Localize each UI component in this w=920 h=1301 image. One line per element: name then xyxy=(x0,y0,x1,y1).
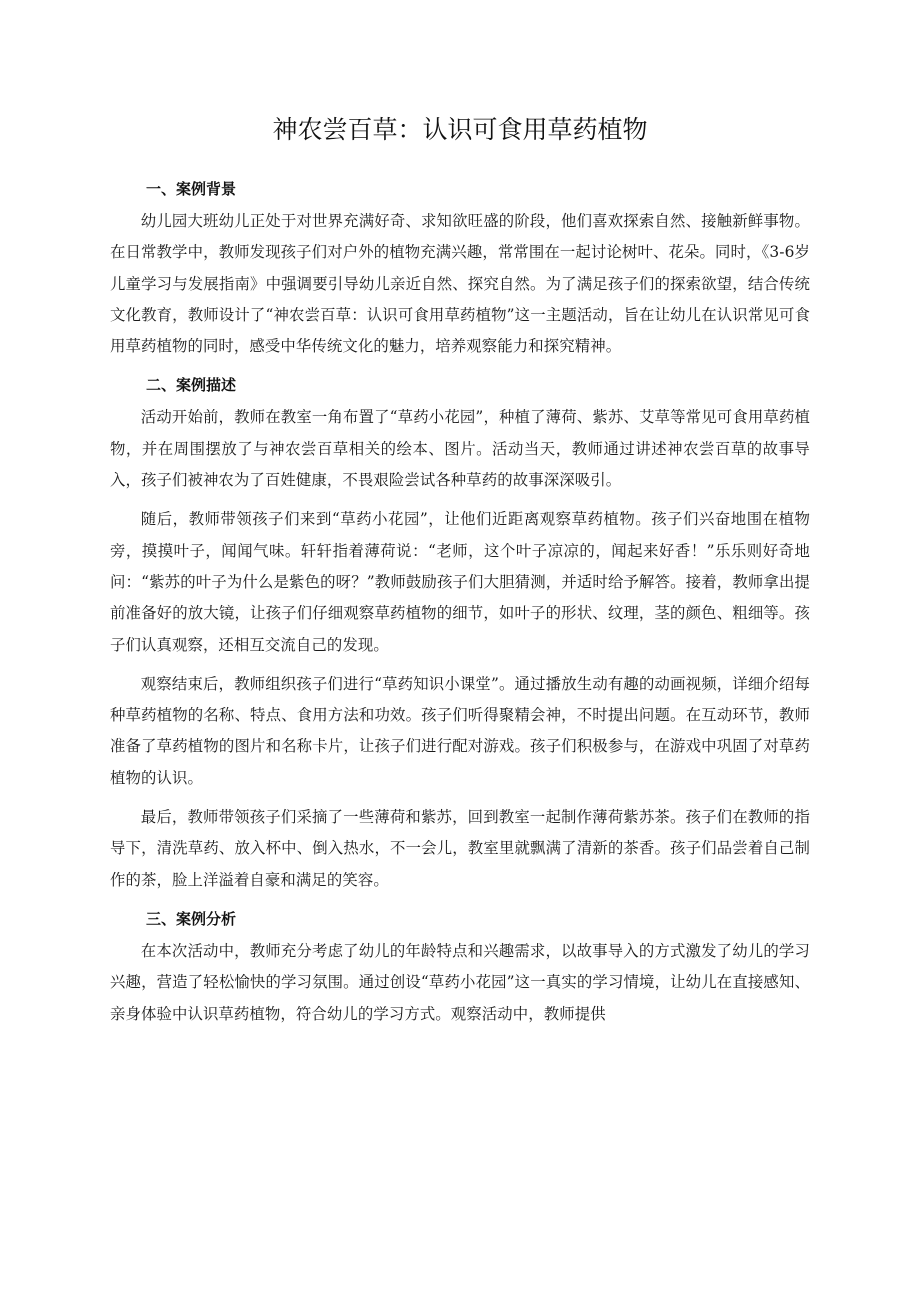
paragraph: 幼儿园大班幼儿正处于对世界充满好奇、求知欲旺盛的阶段，他们喜欢探索自然、接触新鲜事物。在日常教学中，教师发现孩子们对户外的植物充满兴趣，常常围在一起讨论树叶、花朵。同时，《3-6岁儿童学习与发展指南》中强调要引导幼儿亲近自然、探究自然。为了满足孩子们的探索欲望，结合传统文化教育，教师设计了“神农尝百草：认识可食用草药植物”这一主题活动，旨在让幼儿在认识常见可食用草药植物的同时，感受中华传统文化的魅力，培养观察能力和探究精神。 xyxy=(110,212,810,356)
paragraph: 随后，教师带领孩子们来到“草药小花园”，让他们近距离观察草药植物。孩子们兴奋地围在植物旁，摸摸叶子，闻闻气味。轩轩指着薄荷说：“老师，这个叶子凉凉的，闻起来好香！”乐乐则好奇地问：“紫苏的叶子为什么是紫色的呀？”教师鼓励孩子们大胆猜测，并适时给予解答。接着，教师拿出提前准备好的放大镜，让孩子们仔细观察草药植物的细节，如叶子的形状、纹理，茎的颜色、粗细等。孩子们认真观察，还相互交流自己的发现。 xyxy=(110,510,810,654)
section-heading-analysis: 三、案例分析 xyxy=(146,909,237,928)
paragraph: 在本次活动中，教师充分考虑了幼儿的年龄特点和兴趣需求，以故事导入的方式激发了幼儿的学习兴趣，营造了轻松愉快的学习氛围。通过创设“草药小花园”这一真实的学习情境，让幼儿在直接感知、亲身体验中认识草药植物，符合幼儿的学习方式。观察活动中，教师提供 xyxy=(110,941,810,1023)
section-heading-description: 二、案例描述 xyxy=(146,376,237,395)
paragraph: 最后，教师带领孩子们采摘了一些薄荷和紫苏，回到教室一起制作薄荷紫苏茶。孩子们在教师的指导下，清洗草药、放入杯中、倒入热水，不一会儿，教室里就飘满了清新的茶香。孩子们品尝着自己制作的茶，脸上洋溢着自豪和满足的笑容。 xyxy=(110,808,810,889)
paragraph: 活动开始前，教师在教室一角布置了“草药小花园”，种植了薄荷、紫苏、艾草等常见可食用草药植物，并在周围摆放了与神农尝百草相关的绘本、图片。活动当天，教师通过讲述神农尝百草的故事导入，孩子们被神农为了百姓健康，不畏艰险尝试各种草药的故事深深吸引。 xyxy=(110,408,810,490)
paragraph: 观察结束后，教师组织孩子们进行“草药知识小课堂”。通过播放生动有趣的动画视频，详细介绍每种草药植物的名称、特点、食用方法和功效。孩子们听得聚精会神，不时提出问题。在互动环节，教师准备了草药植物的图片和名称卡片，让孩子们进行配对游戏。孩子们积极参与，在游戏中巩固了对草药植物的认识。 xyxy=(110,674,810,787)
document-title: 神农尝百草：认识可食用草药植物 xyxy=(272,115,648,144)
section-heading-background: 一、案例背景 xyxy=(146,180,237,198)
document-body xyxy=(110,174,810,1038)
